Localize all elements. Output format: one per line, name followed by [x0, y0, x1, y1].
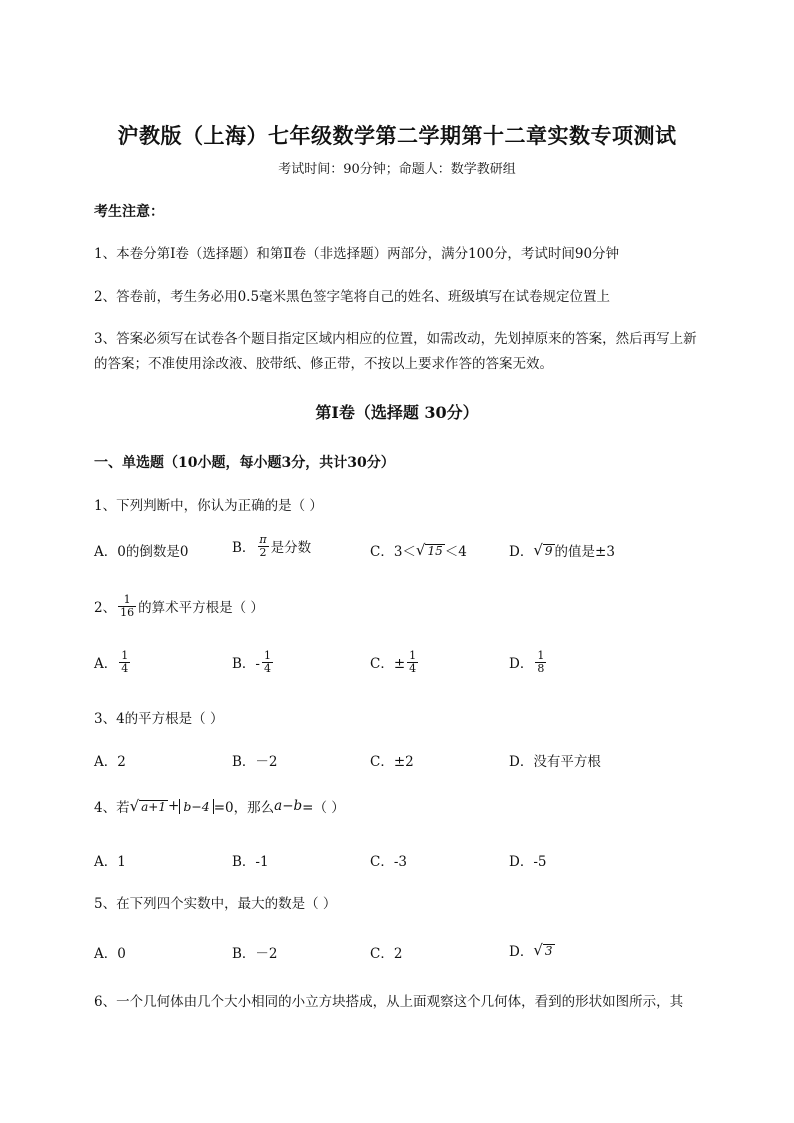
- fraction-numerator: 1: [409, 649, 417, 662]
- question-4-stem: [94, 796, 345, 816]
- q4-stem-prefix: 4、若: [94, 800, 130, 816]
- fraction-numerator: 1: [537, 649, 545, 662]
- q4-equals: =0，那么: [213, 800, 275, 816]
- q5-option-b[interactable]: [232, 942, 278, 962]
- notice-heading: 考生注意：: [94, 204, 164, 220]
- q4-stem-suffix: =（ ）: [302, 800, 345, 816]
- q5-option-d-prefix: D．: [509, 944, 534, 960]
- q1-option-b-prefix: B．: [232, 540, 256, 557]
- question-6-stem: 6、一个几何体由几个大小相同的小立方块搭成，从上面观察这个几何体，看到的形状如图所示，其: [94, 994, 684, 1010]
- radicand: 15: [427, 543, 443, 558]
- q3-option-b-text: B．－2: [232, 754, 278, 770]
- q5-option-d[interactable]: [509, 940, 555, 960]
- fraction-numerator: 1: [263, 649, 271, 662]
- absolute-value: b−4: [179, 799, 213, 814]
- radicand: a+1: [141, 799, 166, 814]
- q3-option-a-text: A．2: [94, 754, 126, 770]
- fraction-denominator: 8: [537, 661, 545, 675]
- q5-option-a[interactable]: [94, 942, 126, 962]
- q2-option-d[interactable]: [509, 650, 548, 674]
- fraction-denominator: 4: [409, 661, 417, 675]
- q4-option-d-text: D．-5: [509, 854, 547, 870]
- q1-option-d[interactable]: [509, 540, 615, 560]
- q2-stem-suffix: 的算术平方根是（ ）: [138, 600, 264, 617]
- question-1-stem: 1、下列判断中，你认为正确的是（ ）: [94, 498, 323, 514]
- section-title: 第I卷（选择题 30分）: [315, 403, 479, 422]
- q2-stem-fraction: [118, 594, 136, 618]
- q2-option-a[interactable]: [94, 650, 132, 674]
- q1-option-d-prefix: D．: [509, 544, 534, 560]
- q4-option-a-text: A．1: [94, 854, 126, 870]
- q1-option-c[interactable]: [370, 540, 467, 560]
- q3-option-c-text: C．±2: [370, 754, 414, 770]
- q4-option-c[interactable]: [370, 850, 407, 870]
- fraction-numerator: π: [259, 533, 267, 546]
- notice-item-2: 2、答卷前，考生务必用0.5毫米黑色签字笔将自己的姓名、班级填写在试卷规定位置上: [94, 289, 611, 305]
- q3-option-a[interactable]: [94, 750, 126, 770]
- q5-option-c[interactable]: [370, 942, 402, 962]
- q2-option-d-fraction: [535, 650, 546, 674]
- q2-option-d-prefix: D．: [509, 656, 534, 673]
- q5-option-c-text: C．2: [370, 946, 403, 962]
- q4-option-a[interactable]: [94, 850, 126, 870]
- q5-option-a-text: A．0: [94, 946, 126, 962]
- q4-option-d[interactable]: [509, 850, 546, 870]
- q1-option-a-text: A．0的倒数是0: [94, 544, 189, 560]
- part-heading: 一、单选题（10小题，每小题3分，共计30分）: [94, 455, 395, 471]
- radicand: 9: [544, 543, 553, 558]
- q2-stem-prefix: 2、: [94, 600, 117, 617]
- exam-subtitle: 考试时间：90分钟；命题人：数学教研组: [278, 162, 516, 177]
- q5-option-b-text: B．－2: [232, 946, 278, 962]
- radicand: 3: [544, 943, 553, 958]
- q2-option-c[interactable]: [370, 650, 420, 674]
- fraction-denominator: 4: [263, 661, 271, 675]
- q4-expression: a−b: [274, 798, 303, 814]
- q1-option-a[interactable]: [94, 540, 188, 560]
- q3-option-c[interactable]: [370, 750, 414, 770]
- fraction-denominator: 4: [121, 661, 129, 675]
- notice-item-3-cont: 的答案；不准使用涂改液、胶带纸、修正带，不按以上要求作答的答案无效。: [94, 356, 553, 372]
- q1-option-b[interactable]: [232, 534, 311, 558]
- q1-option-b-suffix: 是分数: [270, 540, 312, 557]
- sqrt-icon: √ 15: [415, 541, 443, 560]
- q2-option-c-fraction: [407, 650, 418, 674]
- q4-plus: +: [168, 798, 180, 814]
- fraction-numerator: 1: [121, 649, 129, 662]
- q2-option-b-prefix: B．-: [232, 656, 260, 673]
- q1-option-b-fraction: [257, 534, 268, 558]
- q2-option-a-prefix: A．: [94, 656, 118, 673]
- q1-option-c-prefix: C．3＜: [370, 544, 416, 560]
- q3-option-d-text: D．没有平方根: [509, 754, 601, 770]
- q1-option-c-suffix: ＜4: [444, 544, 467, 560]
- fraction-numerator: 1: [123, 593, 131, 606]
- question-5-stem: 5、在下列四个实数中，最大的数是（ ）: [94, 896, 337, 912]
- sqrt-icon: √ 3: [533, 941, 553, 960]
- q2-option-a-fraction: [119, 650, 130, 674]
- q2-option-b-fraction: [262, 650, 273, 674]
- sqrt-icon: √ a+1: [129, 797, 166, 816]
- sqrt-icon: √ 9: [533, 541, 553, 560]
- fraction-denominator: 2: [259, 545, 267, 559]
- q4-option-c-text: C．-3: [370, 854, 407, 870]
- notice-item-1: 1、本卷分第I卷（选择题）和第Ⅱ卷（非选择题）两部分，满分100分，考试时间90分钟: [94, 246, 620, 262]
- q1-option-d-suffix: 的值是±3: [554, 544, 615, 560]
- q3-option-b[interactable]: [232, 750, 278, 770]
- fraction-denominator: 16: [120, 605, 135, 619]
- q3-option-d[interactable]: [509, 750, 601, 770]
- exam-title: 沪教版（上海）七年级数学第二学期第十二章实数专项测试: [117, 123, 677, 148]
- question-2-stem: [94, 594, 264, 618]
- q2-option-b[interactable]: [232, 650, 275, 674]
- q2-option-c-prefix: C．±: [370, 656, 406, 673]
- q4-option-b[interactable]: [232, 850, 269, 870]
- notice-item-3: 3、答案必须写在试卷各个题目指定区域内相应的位置，如需改动，先划掉原来的答案，然后再写上新: [94, 331, 697, 347]
- question-3-stem: 3、4的平方根是（ ）: [94, 711, 224, 727]
- q4-option-b-text: B．-1: [232, 854, 269, 870]
